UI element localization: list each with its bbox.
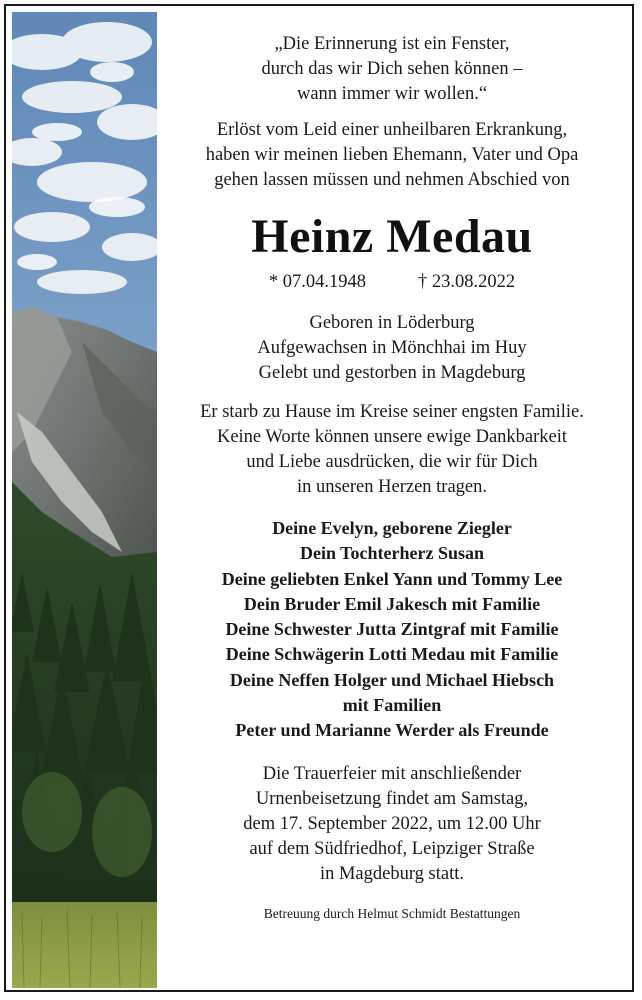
intro-text (160, 118, 624, 193)
undertaker-credit: Betreuung durch Helmut Schmidt Bestattungen (263, 905, 521, 921)
life-places (160, 311, 624, 386)
memorial-quote (160, 32, 624, 107)
place-line: Geboren in Löderburg (309, 313, 475, 333)
obituary-text (160, 32, 624, 924)
funeral-service-info (160, 762, 624, 887)
mourner-line: Dein Tochterherz Susan (299, 543, 485, 564)
mourner-line: Deine Evelyn, geborene Ziegler (272, 518, 512, 538)
tribute-line: und Liebe ausdrücken, die wir für Dich (246, 452, 538, 472)
intro-line: Erlöst vom Leid einer unheilbaren Erkrankung, (216, 120, 568, 140)
quote-line: „Die Erinnerung ist ein Fenster, (274, 34, 510, 54)
service-line: in Magdeburg statt. (319, 863, 465, 884)
mourner-line: mit Familien (342, 695, 442, 716)
mourners-list (160, 516, 624, 744)
intro-line: haben wir meinen lieben Ehemann, Vater und Opa (205, 145, 579, 165)
service-line: auf dem Südfriedhof, Leipziger Straße (249, 838, 535, 859)
tribute-text (160, 400, 624, 500)
service-line: Die Trauerfeier mit anschließender (262, 763, 522, 784)
tribute-line: Er starb zu Hause im Kreise seiner engsten Familie. (200, 402, 584, 422)
quote-line: wann immer wir wollen.“ (296, 84, 488, 104)
mourner-line: Deine Neffen Holger und Michael Hiebsch (229, 669, 555, 690)
service-line: Urnenbeisetzung findet am Samstag, (255, 788, 529, 809)
tribute-line: in unseren Herzen tragen. (296, 477, 488, 497)
mourner-line: Peter und Marianne Werder als Freunde (235, 720, 549, 741)
birth-date: * 07.04.1948 (268, 272, 366, 292)
service-line: dem 17. September 2022, um 12.00 Uhr (243, 813, 541, 834)
tribute-line: Keine Worte können unsere ewige Dankbarkeit (216, 427, 568, 447)
place-line: Gelebt und gestorben in Magdeburg (258, 363, 526, 383)
mourner-line: Deine Schwester Jutta Zintgraf mit Familie (225, 619, 559, 640)
mourner-line: Deine geliebten Enkel Yann und Tommy Lee (221, 568, 563, 589)
life-dates (160, 269, 624, 295)
place-line: Aufgewachsen in Mönchhai im Huy (257, 338, 527, 358)
death-date: † 23.08.2022 (418, 272, 516, 292)
intro-line: gehen lassen müssen und nehmen Abschied von (214, 170, 570, 190)
mountain-landscape-image (12, 12, 157, 988)
mourner-line: Dein Bruder Emil Jakesch mit Familie (243, 593, 541, 614)
mourner-line: Deine Schwägerin Lotti Medau mit Familie (225, 644, 559, 665)
deceased-name: Heinz Medau (251, 210, 533, 263)
quote-line: durch das wir Dich sehen können – (261, 59, 523, 79)
